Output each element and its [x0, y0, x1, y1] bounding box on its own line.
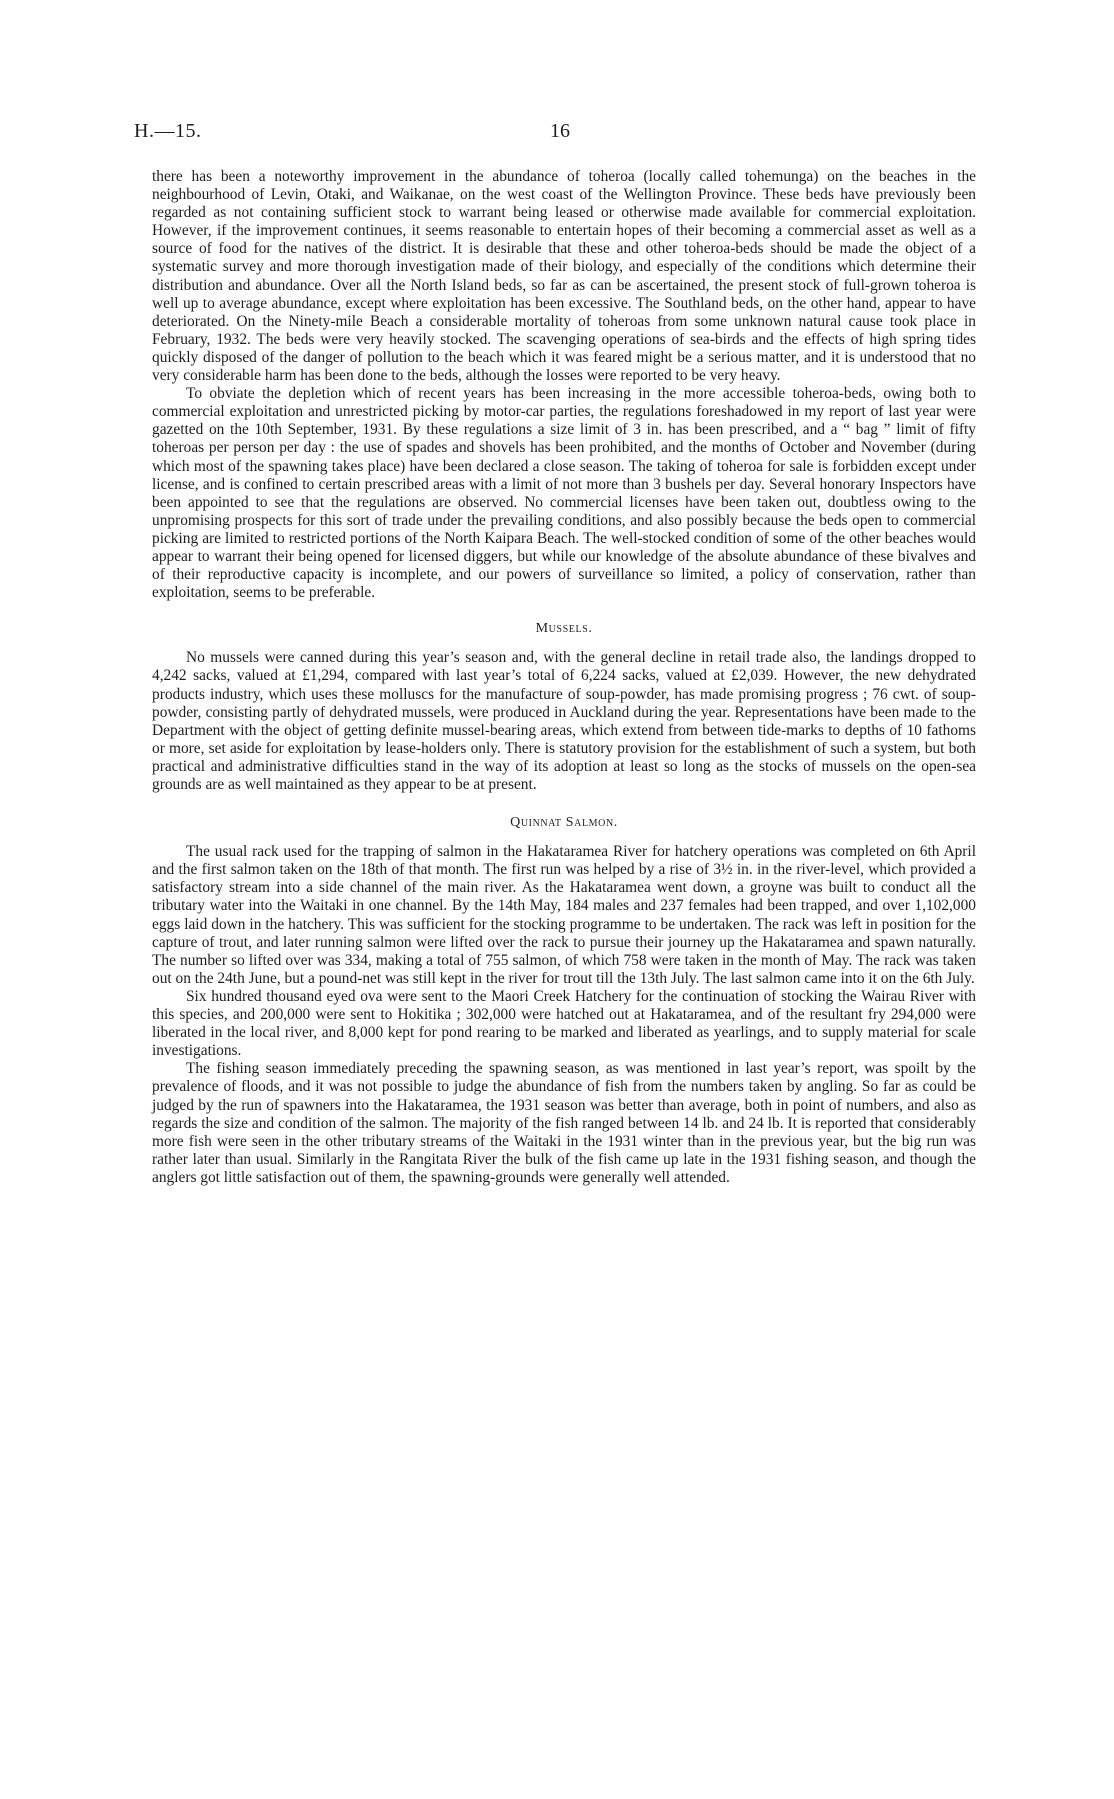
- salmon-paragraph-3: The fishing season immediately preceding the spawning season, as was mentioned in last year’s report, was spoilt by the prevalence of floods, and it was not possible to judge the abundance of fish from the numbers taken by angling. So far as could be judged by the run of spawners into the Hakataramea, the 1931 season was better than average, both in point of numbers, and also as regards the size and condition of the salmon. The majority of the fish ranged between 14 lb. and 24 lb. It is reported that considerably more fish were seen in the other tributary streams of the Waitaki in the 1931 winter than in the previous year, but the big run was rather later than usual. Similarly in the Rangitata River the bulk of the fish came up late in the 1931 fishing season, and though the anglers got little satisfaction out of them, the spawning-grounds were generally well attended.: [152, 1060, 976, 1186]
- salmon-paragraph-1: The usual rack used for the trapping of salmon in the Hakataramea River for hatchery operations was completed on 6th April and the first salmon taken on the 18th of that month. The first run was helped by a rise of 3½ in. in the river-level, which provided a satisfactory stream into a side channel of the main river. As the Hakataramea went down, a groyne was built to conduct all the tributary water into the Waitaki in one channel. By the 14th May, 184 males and 237 females had been trapped, and over 1,102,000 eggs laid down in the hatchery. This was sufficient for the stocking programme to be undertaken. The rack was left in position for the capture of trout, and later running salmon were lifted over the rack to pursue their journey up the Hakataramea and spawn naturally. The number so lifted over was 334, making a total of 755 salmon, of which 758 were taken in the month of May. The rack was taken out on the 24th June, but a pound-net was still kept in the river for trout till the 13th July. The last salmon came into it on the 6th July.: [152, 843, 976, 987]
- salmon-heading: Quinnat Salmon.: [510, 815, 618, 831]
- toheroa-paragraph-1: there has been a noteworthy improvement in the abundance of toheroa (locally called tohemunga) on the beaches in the neighbourhood of Levin, Otaki, and Waikanae, on the west coast of the Wellington Province. These beds have previously been regarded as not containing sufficient stock to warrant being leased or otherwise made available for commercial exploitation. However, if the improvement continues, it seems reasonable to entertain hopes of their becoming a commercial asset as well as a source of food for the natives of the district. It is desirable that these and other toheroa-beds should be made the object of a systematic survey and more thorough investigation made of their biology, and especially of the conditions which determine their distribution and abundance. Over all the North Island beds, so far as can be ascertained, the present stock of full-grown toheroa is well up to average abundance, except where exploitation has been excessive. The Southland beds, on the other hand, appear to have deteriorated. On the Ninety-mile Beach a considerable mortality of toheroas from some unknown natural cause took place in February, 1932. The beds were very heavily stocked. The scavenging operations of sea-birds and the effects of high spring tides quickly disposed of the danger of pollution to the beach which it was feared might be a serious matter, and it is understood that no very considerable harm has been done to the beds, although the losses were reported to be very heavy.: [152, 168, 976, 385]
- page-reference: H.—15.: [134, 120, 202, 142]
- page-number: 16: [550, 120, 570, 142]
- body-text: [152, 168, 976, 1187]
- page-header: [134, 120, 974, 150]
- toheroa-paragraph-2: To obviate the depletion which of recent years has been increasing in the more accessible toheroa-beds, owing both to commercial exploitation and unrestricted picking by motor-car parties, the regulations foreshadowed in my report of last year were gazetted on the 10th September, 1931. By these regulations a size limit of 3 in. has been prescribed, and a “ bag ” limit of fifty toheroas per person per day : the use of spades and shovels has been prohibited, and the months of October and November (during which most of the spawning takes place) have been declared a close season. The taking of toheroa for sale is forbidden except under license, and is confined to certain prescribed areas with a limit of not more than 3 bushels per day. Several honorary Inspectors have been appointed to see that the regulations are observed. No commercial licenses have been taken out, doubtless owing to the unpromising prospects for this sort of trade under the prevailing conditions, and also possibly because the beds open to commercial picking are limited to restricted portions of the North Kaipara Beach. The well-stocked condition of some of the other beaches would appear to warrant their being opened for licensed diggers, but while our knowledge of the absolute abundance of these bivalves and of their reproductive capacity is incomplete, and our powers of surveillance so limited, a policy of conservation, rather than exploitation, seems to be preferable.: [152, 385, 976, 602]
- mussels-heading: Mussels.: [535, 621, 593, 637]
- salmon-paragraph-2: Six hundred thousand eyed ova were sent to the Maori Creek Hatchery for the continuation of stocking the Wairau River with this species, and 200,000 were sent to Hokitika ; 302,000 were hatched out at Hakataramea, and of the resultant fry 294,000 were liberated in the local river, and 8,000 kept for pond rearing to be marked and liberated as yearlings, and to supply material for scale investigations.: [152, 987, 976, 1060]
- mussels-paragraph-1: No mussels were canned during this year’s season and, with the general decline in retail trade also, the landings dropped to 4,242 sacks, valued at £1,294, compared with last year’s total of 6,224 sacks, valued at £2,039. However, the new dehydrated products industry, which uses these molluscs for the manufacture of soup-powder, has made promising progress ; 76 cwt. of soup-powder, consisting partly of dehydrated mussels, were produced in Auckland during the year. Representations have been made to the Department with the object of getting definite mussel-bearing areas, which extend from between tide-marks to depths of 10 fathoms or more, set aside for exploitation by lease-holders only. There is statutory provision for the establishment of such a system, but both practical and administrative difficulties stand in the way of its adoption at least so long as the stocks of mussels on the open-sea grounds are as well maintained as they appear to be at present.: [152, 649, 976, 793]
